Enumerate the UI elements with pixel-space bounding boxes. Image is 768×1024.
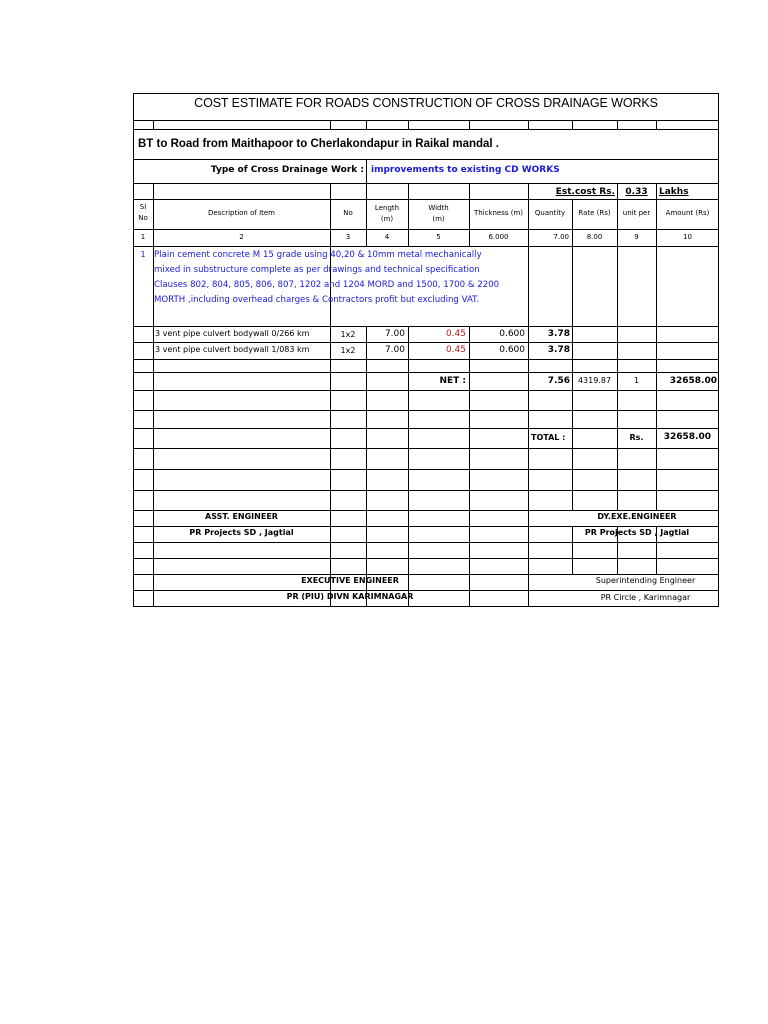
grid-line <box>366 326 367 607</box>
grid-line <box>366 159 367 183</box>
grid-line <box>469 120 470 129</box>
header-length: (m) <box>380 215 394 223</box>
exec-engineer-title: EXECUTIVE ENGINEER <box>301 576 399 585</box>
header-rate: Rate (Rs) <box>578 209 611 217</box>
grid-line <box>133 359 719 360</box>
net-quantity: 7.56 <box>547 376 570 386</box>
grid-line <box>133 574 719 575</box>
dy-engineer-office: PR Projects SD , Jagtial <box>584 528 690 537</box>
grid-line <box>133 199 719 200</box>
item-description <box>154 248 528 308</box>
row-description: 3 vent pipe culvert bodywall 0/266 km <box>155 329 310 338</box>
grid-line <box>133 558 719 559</box>
index-cell: 6.000 <box>488 233 509 241</box>
exec-engineer-office: PR (PIU) DIVN KARIMNAGAR <box>286 592 414 601</box>
total-currency: Rs. <box>629 433 644 442</box>
grid-line <box>133 372 719 373</box>
grid-line <box>133 490 719 491</box>
item-description-line: MORTH ,including overhead charges & Contractors profit but excluding VAT. <box>154 295 480 305</box>
index-cell: 8.00 <box>586 233 603 241</box>
grid-line <box>133 428 719 429</box>
net-label: NET : <box>439 376 466 386</box>
row-no: 1x2 <box>340 346 356 355</box>
grid-line <box>153 183 154 607</box>
asst-engineer-title: ASST. ENGINEER <box>205 512 278 521</box>
page-title: COST ESTIMATE FOR ROADS CONSTRUCTION OF CROSS DRAINAGE WORKS <box>194 96 658 110</box>
grid-line <box>133 229 719 230</box>
work-type-value: improvements to existing CD WORKS <box>371 165 560 175</box>
net-amount: 32658.00 <box>669 376 717 386</box>
est-cost-unit: Lakhs <box>659 187 689 197</box>
header-description: Description of Item <box>208 209 275 217</box>
super-engineer-office: PR Circle , Karimnagar <box>600 593 691 602</box>
work-type-label: Type of Cross Drainage Work : <box>210 165 364 175</box>
index-cell: 2 <box>239 233 244 241</box>
header-sl-no: No <box>138 214 148 222</box>
est-cost-label: Est.cost Rs. <box>555 187 615 197</box>
grid-line <box>133 159 719 160</box>
index-cell: 5 <box>436 233 441 241</box>
grid-line <box>133 590 719 591</box>
grid-line <box>133 410 719 411</box>
index-cell: 4 <box>384 233 390 241</box>
header-no: No <box>343 209 353 217</box>
row-no: 1x2 <box>340 330 356 339</box>
grid-line <box>133 129 719 130</box>
grid-line <box>133 120 719 121</box>
grid-line <box>153 120 154 129</box>
grid-line <box>617 120 618 129</box>
grid-line <box>133 183 719 184</box>
grid-line <box>133 510 719 511</box>
grid-line <box>656 183 657 510</box>
row-quantity: 3.78 <box>547 345 570 355</box>
net-unit-per: 1 <box>633 376 640 385</box>
grid-line <box>469 326 470 607</box>
header-sl-no: Sl <box>139 203 147 211</box>
grid-line <box>133 526 719 527</box>
item-description-line: mixed in substructure complete as per drawings and technical specification <box>154 265 480 275</box>
row-thickness: 0.600 <box>499 329 525 339</box>
road-name: BT to Road from Maithapoor to Cherlakondapur in Raikal mandal . <box>138 138 500 150</box>
header-quantity: Quantity <box>534 209 566 217</box>
header-unit-per: unit per <box>622 209 651 217</box>
header-thickness: Thickness (m) <box>473 209 524 217</box>
header-width: Width <box>428 204 449 212</box>
index-cell: 10 <box>683 233 692 241</box>
grid-line <box>133 469 719 470</box>
dy-engineer-title: DY.EXE.ENGINEER <box>597 512 677 521</box>
header-amount: Amount (Rs) <box>665 209 710 217</box>
row-width: 0.45 <box>445 345 466 355</box>
header-length: Length <box>374 204 400 212</box>
asst-engineer-office: PR Projects SD , Jagtial <box>189 528 294 537</box>
grid-line <box>528 120 529 129</box>
header-width: (m) <box>432 215 445 223</box>
item-sl: 1 <box>140 250 146 259</box>
grid-line <box>133 326 719 327</box>
grid-line <box>366 120 367 129</box>
index-cell: 9 <box>634 233 639 241</box>
grid-line <box>133 342 719 343</box>
index-cell: 7.00 <box>553 233 569 241</box>
grid-line <box>408 326 409 607</box>
grid-line <box>330 120 331 129</box>
row-length: 7.00 <box>384 345 405 355</box>
row-description: 3 vent pipe culvert bodywall 1/083 km <box>155 345 310 354</box>
total-label: TOTAL : <box>531 433 566 442</box>
index-cell: 1 <box>140 233 146 241</box>
est-cost-value: 0.33 <box>625 187 648 197</box>
total-amount: 32658.00 <box>663 432 711 442</box>
grid-line <box>133 448 719 449</box>
grid-line <box>330 326 331 607</box>
item-description-line: Plain cement concrete M 15 grade using 40,20 & 10mm metal mechanically <box>154 250 482 260</box>
super-engineer-title: Superintending Engineer <box>595 576 696 585</box>
grid-line <box>617 183 618 510</box>
item-description-line: Clauses 802, 804, 805, 806, 807, 1202 and 1204 MORD and 1500, 1700 & 2200 <box>154 280 500 290</box>
net-rate: 4319.87 <box>577 376 612 385</box>
grid-line <box>572 120 573 129</box>
grid-line <box>133 246 719 247</box>
index-cell: 3 <box>345 233 351 241</box>
row-thickness: 0.600 <box>499 345 525 355</box>
grid-line <box>133 542 719 543</box>
row-width: 0.45 <box>445 329 466 339</box>
grid-line <box>408 120 409 129</box>
grid-line <box>528 183 529 607</box>
grid-line <box>572 199 573 510</box>
grid-line <box>133 390 719 391</box>
row-length: 7.00 <box>384 329 405 339</box>
grid-line <box>656 120 657 129</box>
row-quantity: 3.78 <box>547 329 570 339</box>
